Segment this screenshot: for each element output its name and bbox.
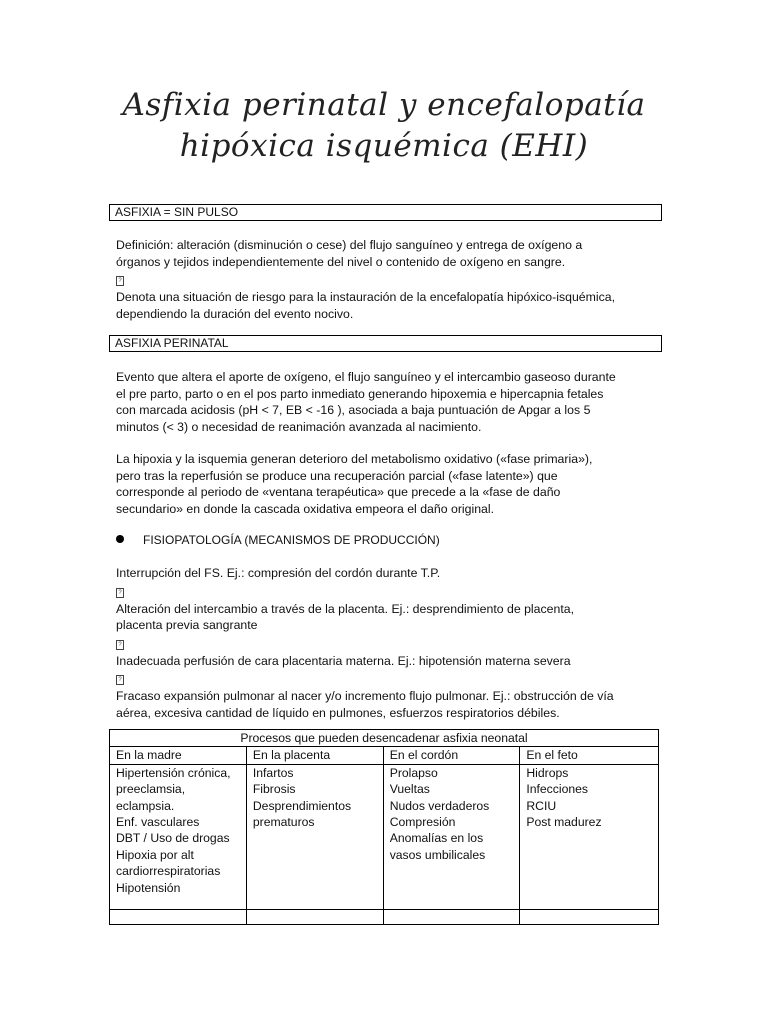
paragraph-line: con marcada acidosis (pH < 7, EB < -16 ), asociada a baja puntuación de Apgar a los 5 — [116, 403, 591, 417]
cell-item: Nudos verdaderos — [389, 798, 490, 813]
cell-placenta — [246, 764, 383, 909]
cell-item: RCIU — [526, 798, 557, 813]
document-title-line-2: hipóxica isquémica (EHI) — [179, 128, 589, 164]
missing-glyph-icon: ? — [116, 675, 124, 685]
cell-item: Fibrosis — [252, 782, 296, 797]
empty-cell — [246, 909, 383, 924]
cell-item: Hipertensión crónica, — [116, 765, 231, 780]
paragraph-line: La hipoxia y la isquemia generan deterioro del metabolismo oxidativo («fase primaria»), — [116, 452, 593, 466]
column-header-feto: En el feto — [520, 747, 659, 764]
list-item: Alteración del intercambio a través de la placenta. Ej.: desprendimiento de placenta, — [116, 601, 574, 616]
cell-item: Anomalías en los — [389, 831, 484, 846]
list-item: aérea, excesiva cantidad de líquido en pulmones, esfuerzos respiratorios débiles. — [116, 705, 560, 720]
section-header-asfixia-perinatal: ASFIXIA PERINATAL — [109, 335, 662, 352]
bullet-icon — [116, 535, 124, 543]
missing-glyph-icon: ? — [116, 640, 124, 650]
cell-item: Enf. vasculares — [116, 815, 200, 830]
paragraph-line: órganos y tejidos independientemente del nivel o contenido de oxígeno en sangre. — [116, 254, 566, 269]
section-perinatal-paragraph-1 — [116, 369, 656, 435]
cell-item: Hidrops — [526, 765, 569, 780]
paragraph-line: corresponde al periodo de «ventana terapéutica» que precede a la «fase de daño — [116, 485, 561, 499]
list-item: Interrupción del FS. Ej.: compresión del cordón durante T.P. — [116, 566, 441, 580]
paragraph-line: Denota una situación de riesgo para la instauración de la encefalopatía hipóxico-isquémica, — [116, 290, 616, 304]
paragraph-line: pero tras la reperfusión se produce una recuperación parcial («fase latente») que — [116, 468, 558, 483]
paragraph-line: Evento que altera el aporte de oxígeno, el flujo sanguíneo y el intercambio gaseoso durante — [116, 370, 616, 384]
missing-glyph-icon: ? — [116, 276, 124, 286]
cell-item: Hipotensión — [116, 880, 181, 895]
cell-item: Vueltas — [389, 782, 430, 797]
cell-item: Compresión — [389, 815, 456, 830]
cell-item: cardiorrespiratorias — [116, 864, 221, 879]
paragraph-line: secundario» en donde la cascada oxidativa empeora el daño original. — [116, 501, 495, 516]
document-title-line-1: Asfixia perinatal y encefalopatía — [122, 87, 646, 123]
cell-item: preeclamsia, — [116, 782, 186, 797]
column-header-cordon: En el cordón — [383, 747, 520, 764]
asfixia-causes-table — [109, 729, 659, 925]
paragraph-line: minutos (< 3) o necesidad de reanimación avanzada al nacimiento. — [116, 419, 482, 434]
list-item: placenta previa sangrante — [116, 618, 258, 632]
cell-item: Desprendimientos — [252, 798, 352, 813]
cell-feto — [520, 764, 659, 909]
cell-item: eclampsia. — [116, 798, 175, 813]
cell-item: vasos umbilicales — [389, 847, 486, 862]
paragraph-line: dependiendo la duración del evento nocivo. — [116, 306, 354, 321]
fisiopatologia-heading: FISIOPATOLOGÍA (MECANISMOS DE PRODUCCIÓN) — [143, 533, 440, 547]
empty-cell — [110, 909, 247, 924]
cell-madre — [110, 764, 247, 909]
cell-item: Prolapso — [389, 765, 438, 780]
empty-cell — [383, 909, 520, 924]
empty-cell — [520, 909, 659, 924]
list-item: Fracaso expansión pulmonar al nacer y/o incremento flujo pulmonar. Ej.: obstrucción de vía — [116, 689, 614, 703]
paragraph-line: el pre parto, parto o en el pos parto inmediato generando hipoxemia e hipercapnia fetales — [116, 386, 604, 401]
cell-item: Post madurez — [526, 815, 602, 830]
section-asfixia-body — [116, 237, 656, 322]
column-header-placenta: En la placenta — [246, 747, 383, 764]
column-header-madre: En la madre — [110, 747, 247, 764]
missing-glyph-icon: ? — [116, 588, 124, 598]
list-item: Inadecuada perfusión de cara placentaria materna. Ej.: hipotensión materna severa — [116, 653, 571, 668]
section-perinatal-paragraph-2 — [116, 451, 656, 517]
cell-item: DBT / Uso de drogas — [116, 831, 230, 846]
table-caption: Procesos que pueden desencadenar asfixia neonatal — [110, 730, 659, 747]
section-header-asfixia: ASFIXIA = SIN PULSO — [109, 204, 662, 221]
cell-item: Hipoxia por alt — [116, 847, 194, 862]
paragraph-line: Definición: alteración (disminución o cese) del flujo sanguíneo y entrega de oxígeno a — [116, 238, 583, 252]
fisiopatologia-list — [116, 565, 656, 721]
cell-item: prematuros — [252, 815, 315, 830]
cell-item: Infartos — [252, 765, 294, 780]
cell-item: Infecciones — [526, 782, 588, 797]
cell-cordon — [383, 764, 520, 909]
